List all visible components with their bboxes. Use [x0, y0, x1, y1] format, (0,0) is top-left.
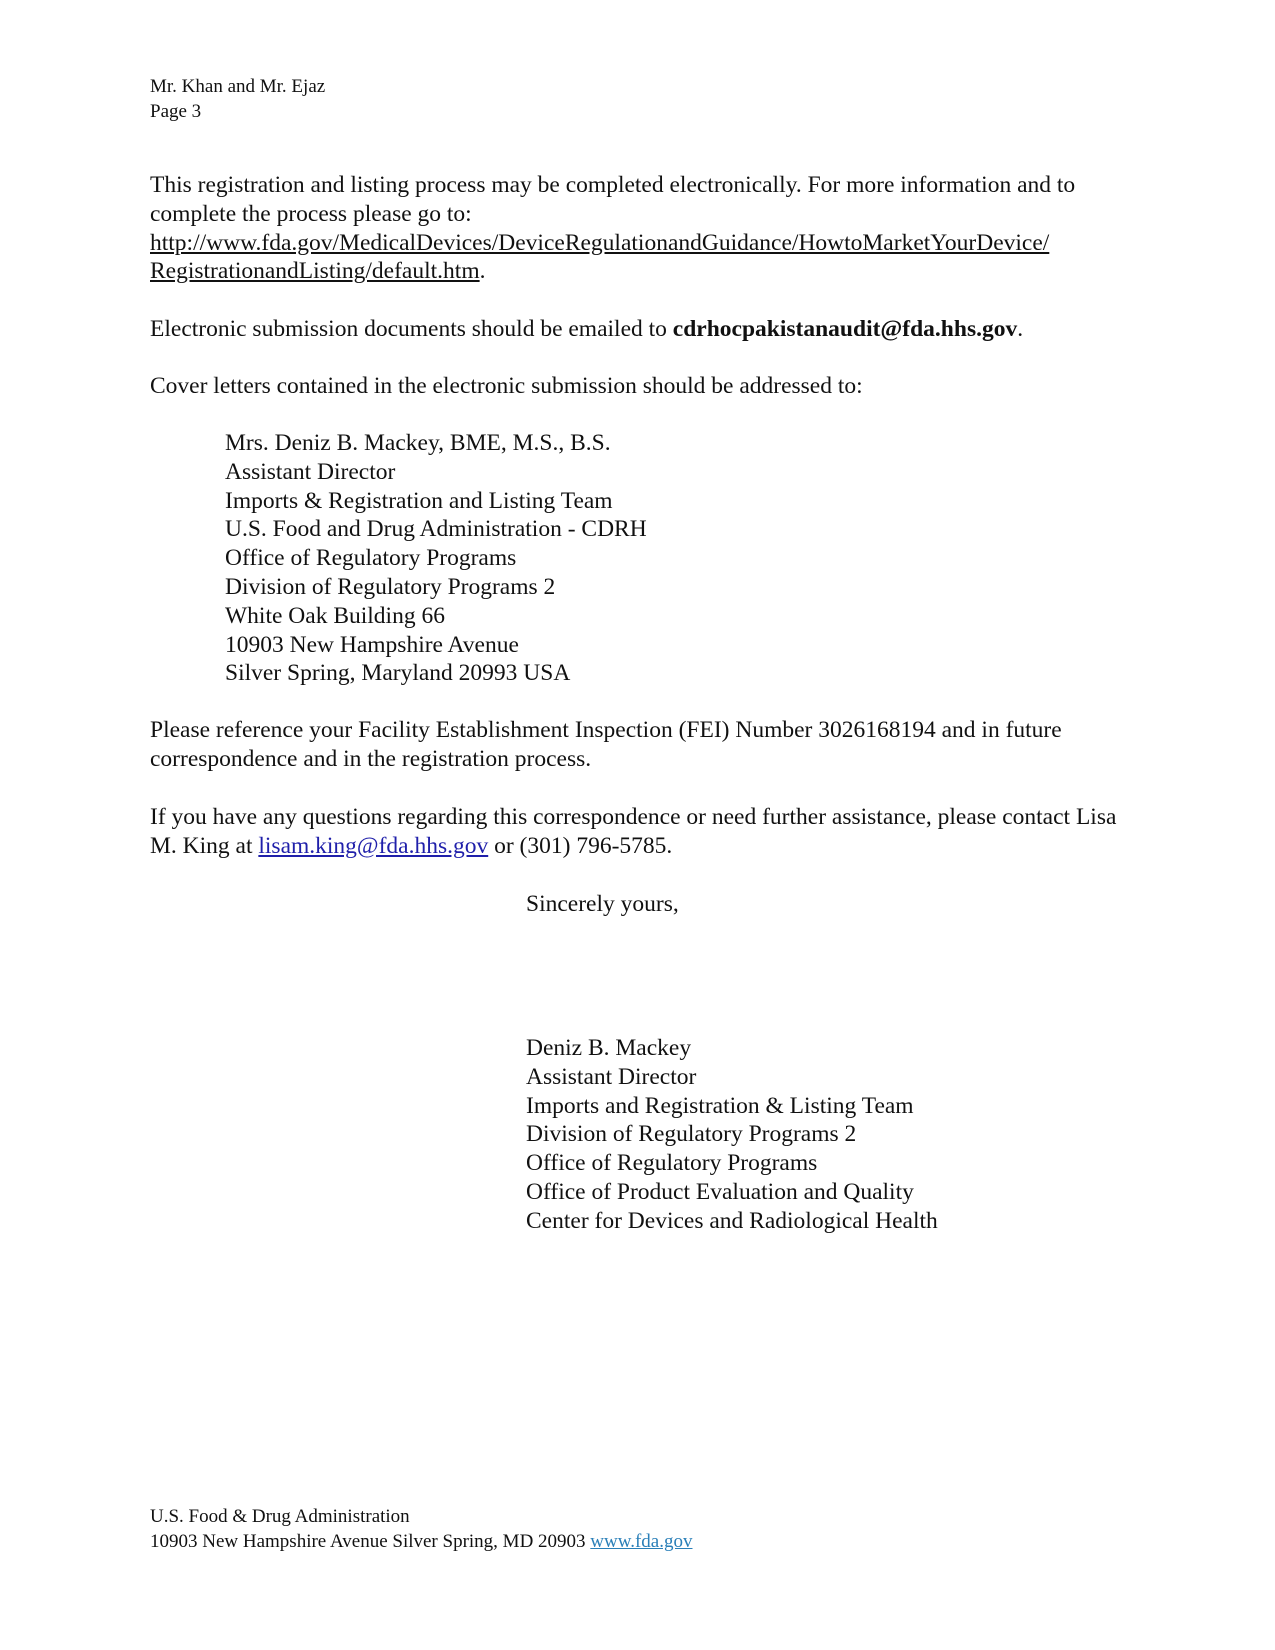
registration-url-period: .	[479, 258, 486, 285]
footer-agency: U.S. Food & Drug Administration	[150, 1506, 410, 1527]
signature-line: Assistant Director	[526, 1063, 697, 1090]
address-line: Division of Regulatory Programs 2	[225, 573, 556, 600]
registration-url-link[interactable]	[150, 230, 1049, 285]
paragraph-registration-text	[150, 171, 1140, 286]
header-recipient: Mr. Khan and Mr. Ejaz	[150, 76, 326, 97]
header-page-number: Page 3	[150, 101, 202, 122]
signature-line: Office of Product Evaluation and Quality	[526, 1178, 914, 1205]
address-line: Imports & Registration and Listing Team	[225, 487, 613, 514]
signature-line: Deniz B. Mackey	[526, 1035, 692, 1061]
signature-block	[526, 1034, 938, 1236]
signature-line: Office of Regulatory Programs	[526, 1150, 818, 1177]
footer-website-link[interactable]: www.fda.gov	[590, 1531, 693, 1552]
paragraph-contact	[150, 803, 1140, 861]
address-line: Assistant Director	[225, 458, 396, 485]
paragraph-registration	[150, 171, 1140, 286]
paragraph-contact-text	[150, 803, 1140, 861]
paragraph-fei-reference-text: Please reference your Facility Establishment Inspection (FEI) Number 3026168194 and in future correspondence and in the registration process.	[150, 717, 1062, 772]
submission-email-period: .	[1017, 316, 1024, 342]
contact-email-link[interactable]: lisam.king@fda.hhs.gov	[258, 832, 489, 859]
paragraph-submission-email-text	[150, 315, 1140, 344]
address-line: Silver Spring, Maryland 20993 USA	[225, 660, 571, 687]
registration-url-part2: RegistrationandListing/default.htm	[150, 258, 480, 285]
address-line: White Oak Building 66	[225, 602, 445, 629]
address-line: Mrs. Deniz B. Mackey, BME, M.S., B.S.	[225, 430, 611, 456]
closing-salutation: Sincerely yours,	[526, 891, 679, 917]
paragraph-cover-letters-text: Cover letters contained in the electronic submission should be addressed to:	[150, 373, 863, 399]
paragraph-cover-letters	[150, 372, 1140, 401]
footer-address: 10903 New Hampshire Avenue Silver Spring, MD 20903	[150, 1531, 591, 1552]
paragraph-fei-reference	[150, 716, 1140, 774]
signature-line: Imports and Registration & Listing Team	[526, 1092, 914, 1119]
address-line: 10903 New Hampshire Avenue	[225, 631, 519, 658]
address-line: Office of Regulatory Programs	[225, 545, 517, 572]
submission-email-intro: Electronic submission documents should be emailed to	[150, 316, 673, 342]
mailing-address-block	[225, 429, 647, 688]
contact-intro-text: If you have any questions regarding this correspondence or need further assistance, please contact Lisa M. King at	[150, 804, 1117, 859]
submission-email-address: cdrhocpakistanaudit@fda.hhs.gov	[672, 316, 1018, 342]
paragraph-submission-email	[150, 315, 1140, 344]
signature-line: Division of Regulatory Programs 2	[526, 1121, 857, 1148]
signature-line: Center for Devices and Radiological Health	[526, 1207, 938, 1234]
contact-phone-text: or (301) 796-5785.	[488, 832, 673, 859]
address-line: U.S. Food and Drug Administration - CDRH	[225, 516, 647, 543]
page-footer	[150, 1504, 693, 1554]
registration-url-part1: http://www.fda.gov/MedicalDevices/DeviceRegulationandGuidance/HowtoMarketYourDevice/	[150, 229, 1050, 256]
page-header	[150, 74, 325, 124]
registration-intro-text: This registration and listing process may be completed electronically. For more information and to complete the process please go to:	[150, 172, 1076, 227]
footer-address-line	[150, 1529, 693, 1554]
